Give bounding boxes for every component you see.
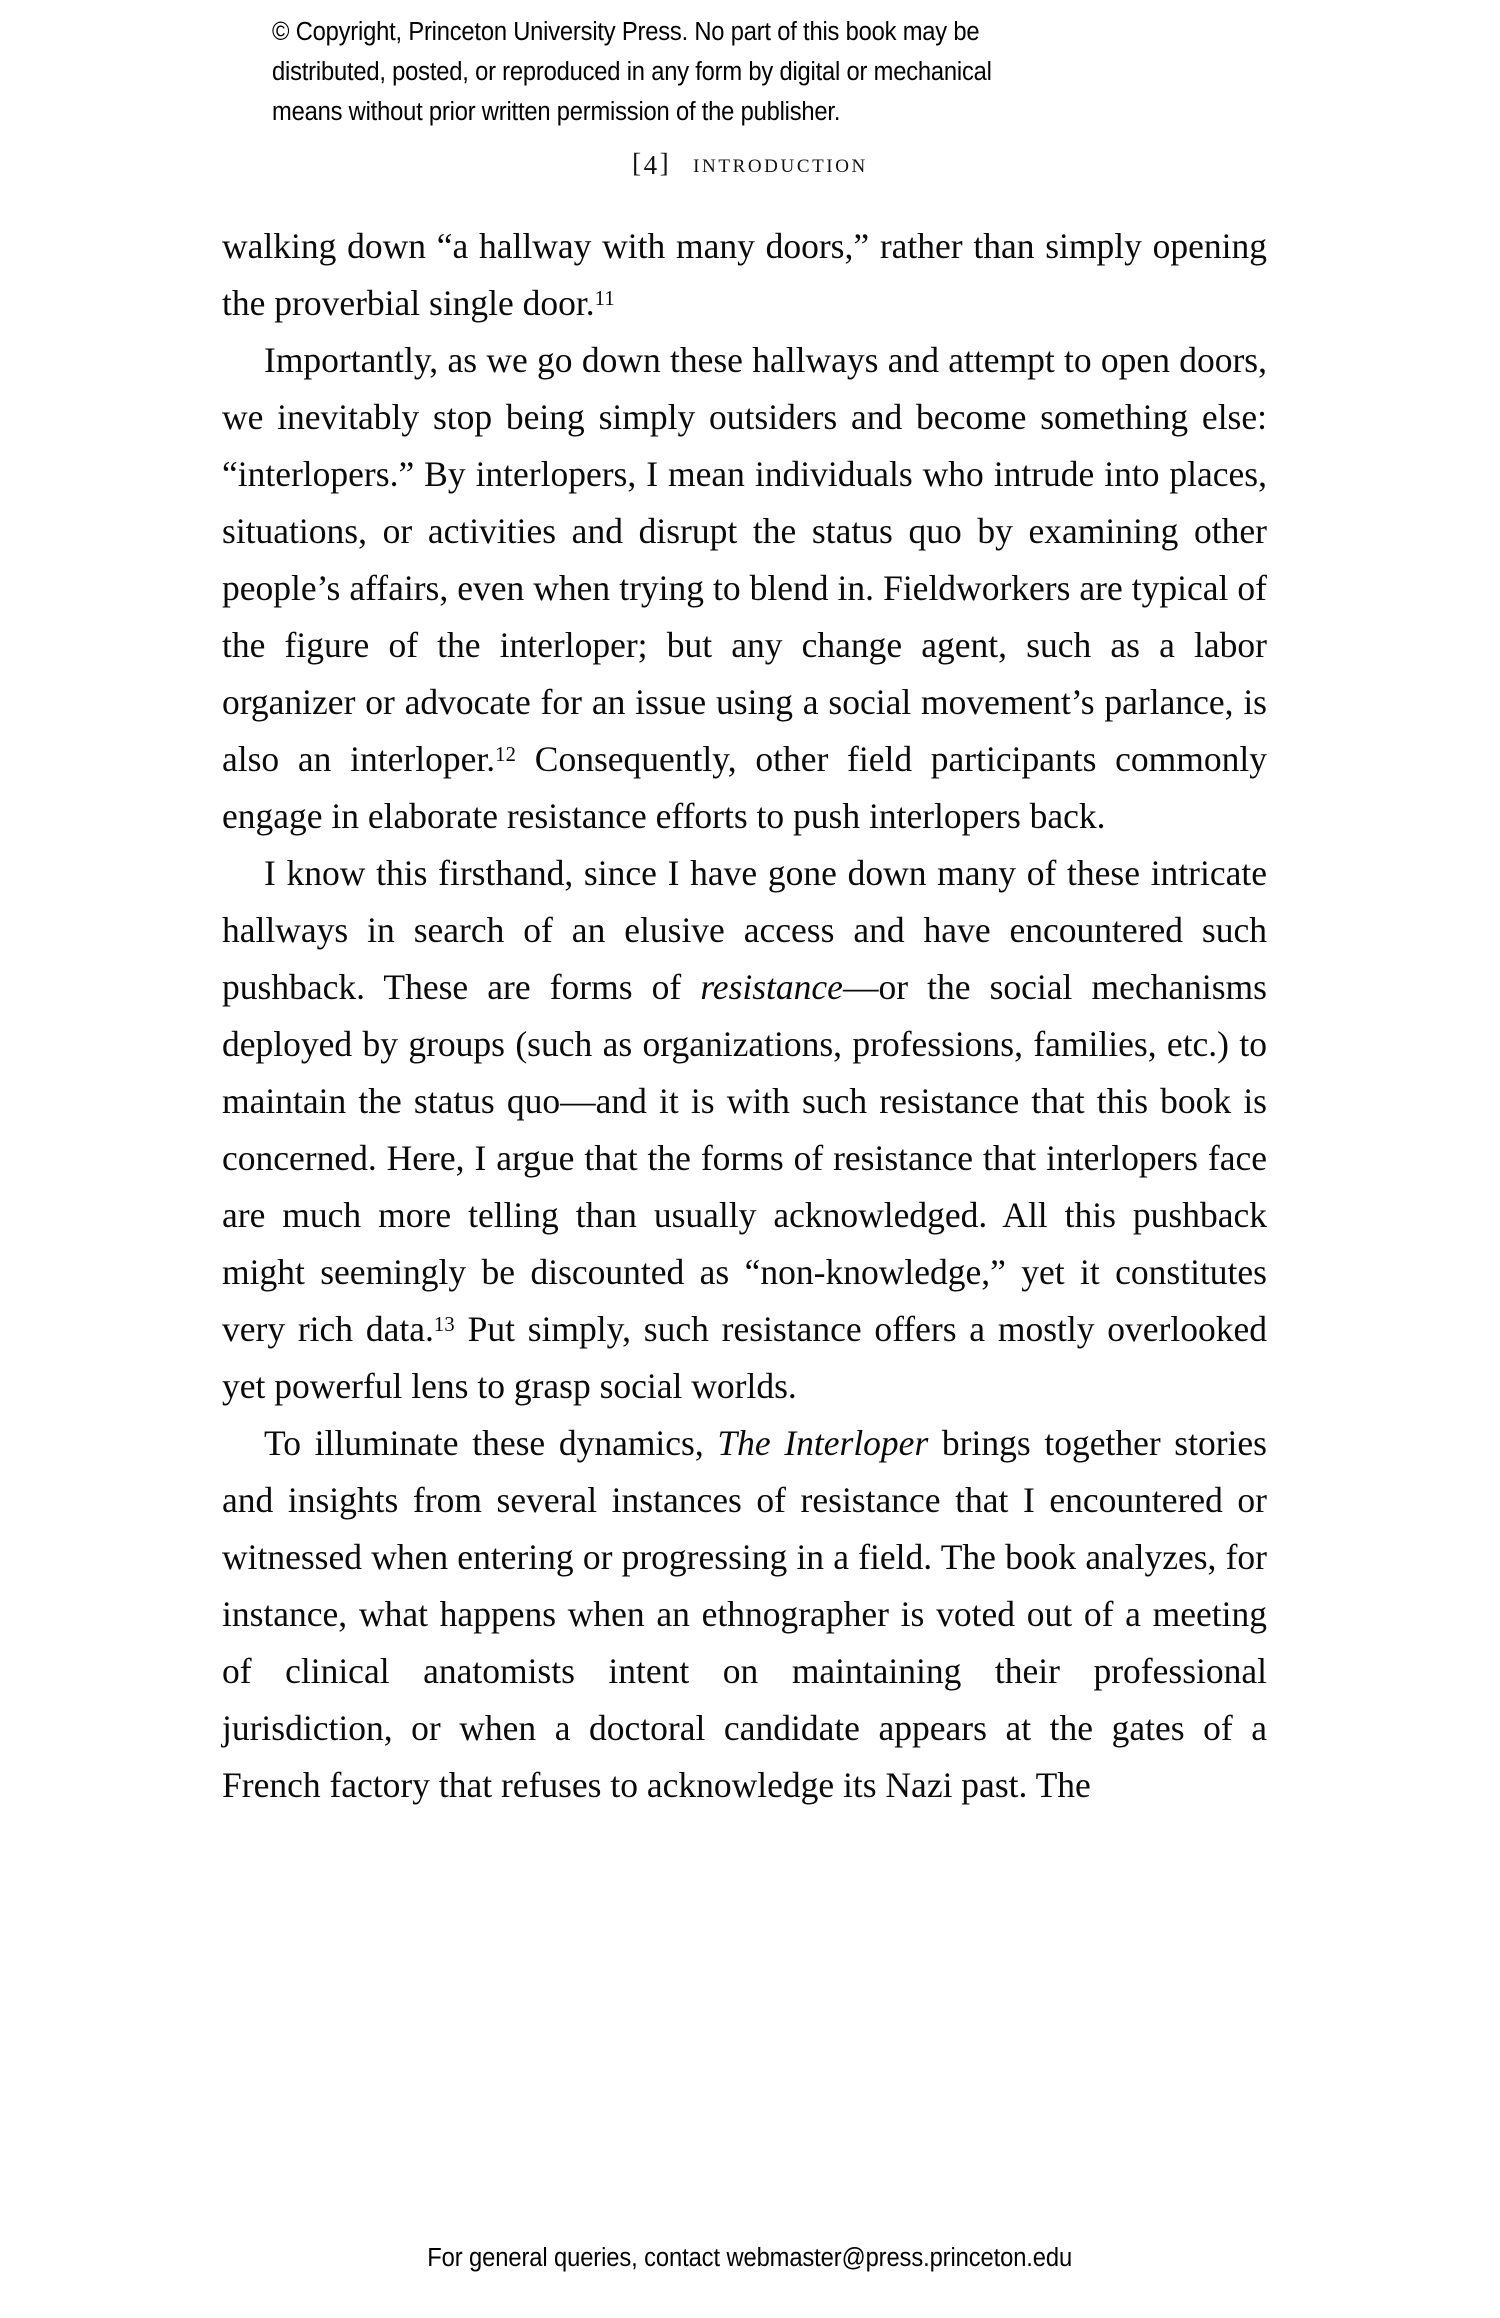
- para-importantly: [222, 332, 1267, 845]
- text-run: Consequently, other field participants commonly engage in elaborate resistance efforts to push interlopers back.: [222, 739, 1267, 836]
- text-run: Put simply, such resistance offers a mostly overlooked yet powerful lens to grasp social worlds.: [222, 1309, 1267, 1406]
- footer-query-text: For general queries, contact webmaster@press.princeton.edu: [427, 2244, 1073, 2272]
- italic-phrase: The Interloper: [717, 1423, 929, 1463]
- folio-number: 4: [643, 150, 660, 180]
- page-footer: [0, 2244, 1500, 2273]
- italic-phrase: resistance: [700, 967, 843, 1007]
- para-firsthand: [222, 845, 1267, 1415]
- copyright-notice: [272, 12, 1202, 132]
- text-run: walking down “a hallway with many doors,” rather than simply opening the proverbial single door.: [222, 226, 1267, 323]
- footnote-reference[interactable]: 11: [594, 288, 615, 311]
- running-head: [0, 148, 1500, 179]
- running-head-chapter-title: introduction: [693, 148, 868, 178]
- copyright-line-1: © Copyright, Princeton University Press. No part of this book may be: [272, 18, 980, 46]
- footnote-reference[interactable]: 13: [433, 1314, 455, 1337]
- body-text-column: [222, 218, 1267, 1814]
- text-run: brings together stories and insights from several instances of resistance that I encountered or witnessed when entering or progressing in a field. The book analyzes, for instance, what happens when an ethnographer is voted out of a meeting of clinical anatomists intent on maintaining their professional jurisdiction, or when a doctoral candidate appears at the gates of a French factory that refuses to acknowledge its Nazi past. The: [222, 1423, 1267, 1805]
- folio-open-bracket: [: [632, 148, 644, 178]
- text-run: To illuminate these dynamics,: [264, 1423, 718, 1463]
- footnote-reference[interactable]: 12: [495, 744, 517, 767]
- text-run: Importantly, as we go down these hallways and attempt to open doors, we inevitably stop being simply outsiders and become something else: “interlopers.” By interlopers, I mean individuals who intrude into places, situations, or activities and disrupt the status quo by examining other people’s affairs, even when trying to blend in. Fieldworkers are typical of the figure of the interloper; but any change agent, such as a labor organizer or advocate for an issue using a social movement’s parlance, is also an interloper.: [222, 340, 1267, 779]
- text-run: —or the social mechanisms deployed by groups (such as organizations, professions, families, etc.) to maintain the status quo—and it is with such resistance that this book is concerned. Here, I argue that the forms of resistance that interlopers face are much more telling than usually acknowledged. All this pushback might seemingly be discounted as “non-knowledge,” yet it constitutes very rich data.: [222, 967, 1267, 1349]
- copyright-line-2: distributed, posted, or reproduced in any form by digital or mechanical: [272, 58, 992, 86]
- para-continuation: [222, 218, 1267, 332]
- para-illuminate: [222, 1415, 1267, 1814]
- text-run: I know this firsthand, since I have gone down many of these intricate hallways in search of an elusive access and have encountered such pushback. These are forms of: [222, 853, 1267, 1007]
- page-folio: [632, 148, 672, 180]
- copyright-line-3: means without prior written permission of the publisher.: [272, 98, 841, 126]
- folio-close-bracket: ]: [659, 148, 672, 178]
